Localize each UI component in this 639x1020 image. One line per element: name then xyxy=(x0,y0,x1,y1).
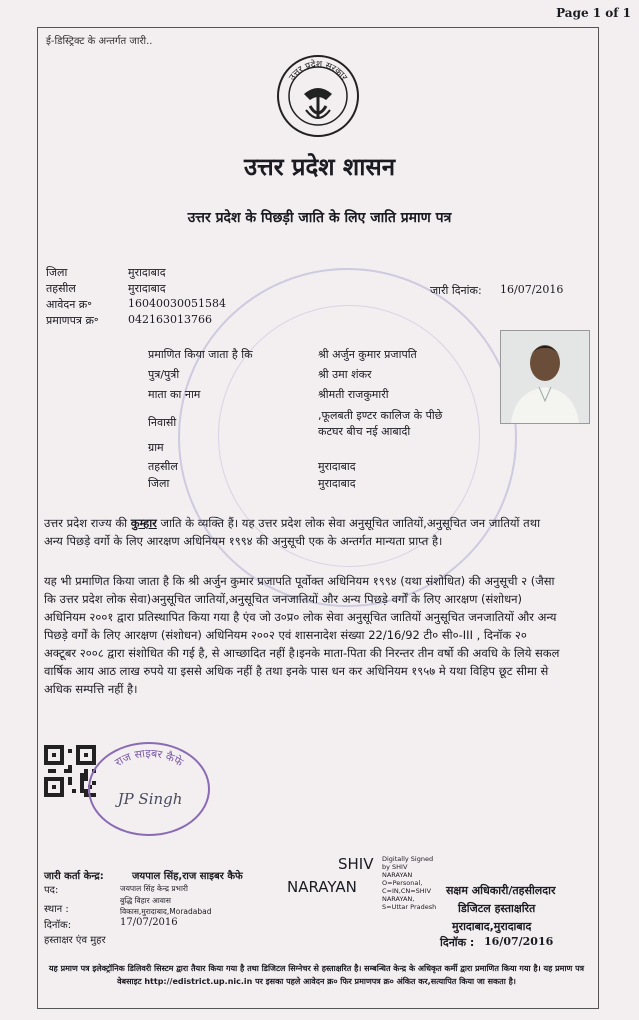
paragraph-caste xyxy=(44,514,562,550)
detail-value-tehsil: मुरादाबाद xyxy=(318,460,356,473)
detail-label-district: जिला xyxy=(148,477,170,490)
footer-note: यह प्रमाण पत्र इलेक्ट्रॉनिक डिलिवरी सिस्टम द्वारा तैयार किया गया है तथा डिजिटल सिग्नेचर से हस्ताक्षरित है। सम्बन्धित केन्द्र के अधिकृत कर्मी द्वारा प्रमाणित किया गया है। यह प्रमाण पत्र वेबसाइट http://edistrict.up.nic.in पर इसका पहले आवेदन क्र० फिर प्रमाणपत्र क्र० अंकित कर,सत्यापित किया जा सकता है। xyxy=(48,964,585,986)
application-number: 16040030051584 xyxy=(128,297,226,310)
digital-signature-line: S=Uttar Pradesh xyxy=(382,903,437,911)
applicant-photo xyxy=(500,330,590,424)
authority-title: सक्षम अधिकारी/तहसीलदार xyxy=(446,884,556,897)
district-value: मुरादाबाद xyxy=(128,266,166,279)
emblem-text: उत्तर प्रदेश सरकार xyxy=(287,59,349,83)
district-label: जिला xyxy=(46,266,68,279)
authority-date-label: दिनॉक : xyxy=(440,936,475,949)
place-line-2: विकास,मुरादाबाद,Moradabad xyxy=(120,907,212,916)
certificate-number: 042163013766 xyxy=(128,313,212,326)
detail-label-mother: माता का नाम xyxy=(148,388,201,401)
detail-label-village: ग्राम xyxy=(148,441,164,454)
issuer-date: 17/07/2016 xyxy=(120,917,178,928)
paragraph-caste-post: जाति के व्यक्ति हैं। यह उत्तर प्रदेश लोक सेवा अनुसूचित जातियों,अनुसूचित जन जातियों तथा अन्य पिछड़े वर्गो के लिए आरक्षण अधिनियम १९९४ की अनुसूची एक के अन्तर्गत मान्यता प्राप्त है। xyxy=(44,516,541,548)
svg-text:राज साइबर कैफे xyxy=(113,747,186,769)
digital-signature-details xyxy=(382,855,436,911)
digital-signature-line: Digitally Signed xyxy=(382,855,434,863)
detail-value-address-1: ,फूलबती इण्टर कालिज के पीछे xyxy=(318,409,443,422)
tehsil-label: तहसील xyxy=(46,282,76,295)
sign-seal-label: हस्ताक्षर एंव मुहर xyxy=(44,935,106,946)
authority-subtitle: डिजिटल हस्ताक्षरित xyxy=(458,902,536,915)
signature: JP Singh xyxy=(117,790,183,808)
certificate-number-label: प्रमाणपत्र क्र॰ xyxy=(46,314,99,327)
authority-place: मुरादाबाद,मुरादाबाद xyxy=(452,920,532,933)
digital-signature-line: C=IN,CN=SHIV xyxy=(382,887,432,895)
tehsil-value: मुरादाबाद xyxy=(128,282,166,295)
detail-value-mother: श्रीमती राजकुमारी xyxy=(318,388,389,401)
detail-label-resident: निवासी xyxy=(148,416,177,429)
digital-signature-line: O=Personal, xyxy=(382,879,423,887)
issuing-center-label: जारी कर्ता केन्द्र: xyxy=(44,871,104,882)
digital-signer-last: NARAYAN xyxy=(287,878,357,896)
detail-value-name: श्री अर्जुन कुमार प्रजापति xyxy=(318,348,417,361)
post-label: पद: xyxy=(44,885,59,896)
detail-label-certified: प्रमाणित किया जाता है कि xyxy=(148,348,253,361)
place-label: स्थान : xyxy=(44,904,69,915)
certificate-title: उत्तर प्रदेश के पिछड़ी जाति के लिए जाति प्रमाण पत्र xyxy=(187,210,452,226)
place-line-1: बुद्धि विहार आवास xyxy=(120,896,171,905)
detail-value-address-2: कटघर बीच नई आबादी xyxy=(318,425,411,438)
government-title: उत्तर प्रदेश शासन xyxy=(243,152,396,181)
issuing-center: जयपाल सिंह,राज साइबर कैफे xyxy=(132,871,243,882)
digital-signature-line: NARAYAN xyxy=(382,871,413,879)
paragraph-caste-pre: उत्तर प्रदेश राज्य की xyxy=(44,516,128,530)
digital-signature-line: NARAYAN, xyxy=(382,895,415,903)
post-value: जयपाल सिंह केन्द्र प्रभारी xyxy=(120,884,188,893)
application-label: आवेदन क्र॰ xyxy=(46,298,92,311)
detail-value-district: मुरादाबाद xyxy=(318,477,356,490)
up-state-emblem-icon xyxy=(276,54,360,138)
issue-date: 16/07/2016 xyxy=(500,283,564,296)
detail-label-son-of: पुत्र/पुत्री xyxy=(148,368,180,381)
digital-signature-line: by SHIV xyxy=(382,863,408,871)
detail-value-father: श्री उमा शंकर xyxy=(318,368,372,381)
authority-date: 16/07/2016 xyxy=(484,935,554,948)
issuer-date-label: दिनॉक: xyxy=(44,920,72,931)
detail-label-tehsil: तहसील xyxy=(148,460,178,473)
page-number: Page 1 of 1 xyxy=(556,6,631,20)
caste-name: कुम्हार xyxy=(130,516,157,530)
header-note: ई-डिस्ट्रिक्ट के अन्तर्गत जारी.. xyxy=(46,36,153,47)
paragraph-creamy-layer: यह भी प्रमाणित किया जाता है कि श्री अर्जुन कुमार प्रजापति पूर्वोक्त अधिनियम १९९४ (यथा संशोधित) की अनुसूची २ (जैसा कि उत्तर प्रदेश लोक सेवा)अनुसूचित जातियों,अनुसूचित जनजातियों और अन्य पिछड़े वर्गों के लिए आरक्षण (संशोधन) अधिनियम २००१ द्वारा प्रतिस्थापित किया गया है एंव जो उ०प्र० लोक सेवा अनुसूचित जातियों अनुसूचित जनजातियों और अन्य पिछड़े वर्गों के लिए आरक्षण (संशोधन) अधिनियम २००२ एवं शासनादेश संख्या 22/16/92 टी० सी०-III , दिनॉक २० अक्टूबर २००८ द्वारा संशोधित की गई है, से आच्छादित नहीं है।इनके माता-पिता की निरन्तर तीन वर्षो की अवधि के लिये सकल वार्षिक आय आठ लाख रुपये या इससे अधिक नहीं है तथा इनके पास धन कर अधिनियम १९५७ मे यथा विहिप छूट सीमा से अधिक सम्पत्ति नहीं है। xyxy=(44,574,560,696)
stamp-text: राज साइबर कैफे xyxy=(112,746,186,770)
center-stamp xyxy=(88,742,210,836)
issue-date-label: जारी दिनांक: xyxy=(430,284,482,297)
digital-signer-first: SHIV xyxy=(338,855,374,873)
